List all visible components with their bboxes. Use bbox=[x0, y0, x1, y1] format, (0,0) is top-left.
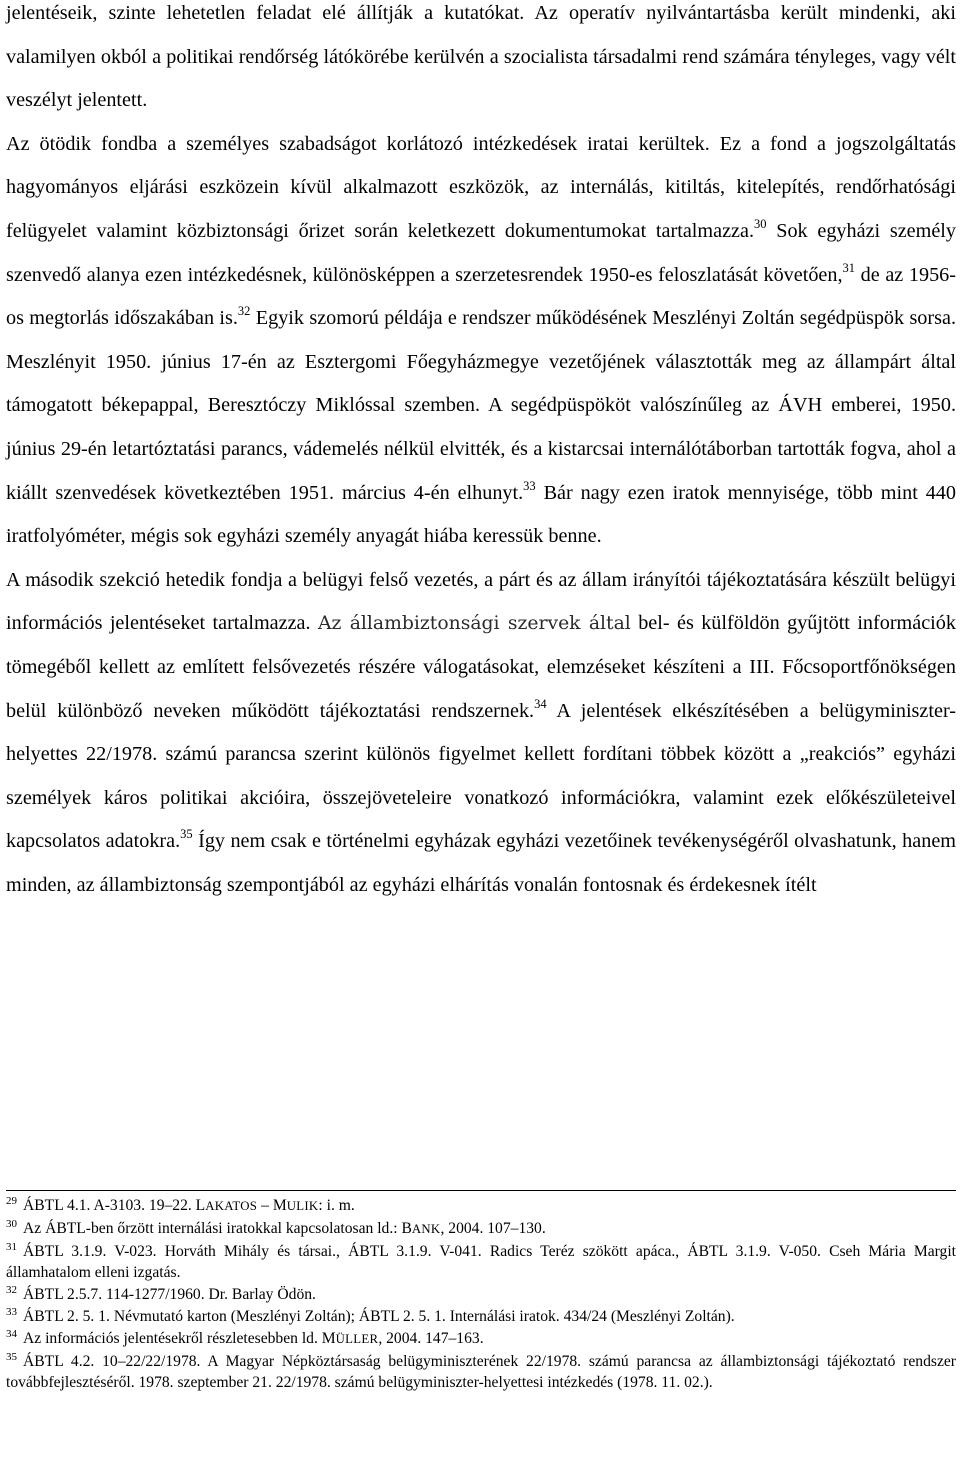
paragraph-1-text-d: de az 1956-os megtorlás időszakában is. bbox=[6, 263, 956, 330]
footnote-number: 30 bbox=[6, 1217, 17, 1230]
paragraph-2-text-c: A jelentések elkészítésében a belügyminiszter-helyettes 22/1978. számú parancsa szerint különös figyelmet kellett fordítani többek között a „reakciós” egyházi személyek káros politikai akcióira, összejöveteleire vonatkozó információkra, valamint ezek előkészületeivel kapcsolatos adatokra. bbox=[6, 699, 956, 853]
footnote-34 bbox=[6, 1328, 956, 1351]
footnote-text: Az információs jelentésekről részletesebben ld. M bbox=[23, 1329, 336, 1347]
footnote-text: ÁBTL 2.5.7. 114-1277/1960. Dr. Barlay Ödön. bbox=[23, 1286, 316, 1304]
paragraph-2 bbox=[6, 559, 956, 908]
paragraph-2-text-a: A második szekció hetedik fondja a belügyi felső vezetés, a párt és az állam irányítói tájékoztatására készült belügyi információs jelentéseket tartalmazza. bbox=[6, 568, 956, 635]
footnote-number: 34 bbox=[6, 1327, 17, 1340]
paragraph-1-text-a: jelentéseik, szinte lehetetlen feladat elé állítják a kutatókat. Az operatív nyilvántartásba került mindenki, aki valamilyen okból a politikai rendőrség látókörébe kerülvén a szocialista társadalmi rend számára tényleges, vagy vélt veszélyt jelentett. bbox=[6, 2, 956, 112]
paragraph-1-text-c: Sok egyházi személy szenvedő alanya ezen intézkedésnek, különösképpen a szerzetesrendek 1950-es feloszlatását követően, bbox=[6, 219, 956, 286]
footnote-text: ÁBTL 3.1.9. V-023. Horváth Mihály és társai., ÁBTL 3.1.9. V-041. Radics Teréz szökött apáca., ÁBTL 3.1.9. V-050. Cseh Mária Margit államhatalom elleni izgatás. bbox=[6, 1242, 956, 1282]
footnote-text: ÁBTL 4.2. 10–22/22/1978. A Magyar Népköztársaság belügyminiszterének 22/1978. számú parancsa az állambiztonsági tájékoztató rendszer továbbfejlesztéséről. 1978. szeptember 21. 22/1978. számú belügyminiszter-helyettesi intézkedés (1978. 11. 02.). bbox=[6, 1352, 956, 1392]
footnote-ref-32[interactable]: 32 bbox=[237, 304, 251, 319]
paragraph-1-text-f: Bár nagy ezen iratok mennyisége, több mint 440 iratfolyóméter, mégis sok egyházi személy anyagát hiába keressük benne. bbox=[6, 481, 956, 548]
footnote-30 bbox=[6, 1218, 956, 1241]
footnote-text: – M bbox=[257, 1197, 287, 1214]
footnote-ref-31[interactable]: 31 bbox=[842, 260, 856, 275]
footnote-smallcaps: ÜLLER bbox=[335, 1331, 379, 1346]
footnote-32 bbox=[6, 1284, 956, 1306]
paragraph-2-text-b: bel- és külföldön gyűjtött információk tömegéből kellett az említett felsővezetés részére válogatásokat, elemzéseket készíteni a III. Főcsoportfőnökségen belül különböző neveken működött tájékoztatási rendszernek. bbox=[6, 612, 956, 722]
footnote-number: 29 bbox=[6, 1195, 17, 1207]
footnotes bbox=[6, 1195, 956, 1394]
paragraph-1-text-e: Egyik szomorú példája e rendszer működésének Meszlényi Zoltán segédpüspök sorsa. Meszlényit 1950. június 17-én az Esztergomi Főegyházmegye vezetőjének választották meg az állampárt által támogatott békepappal, Beresztóczy Miklóssal szemben. A segédpüspököt valószínűleg az ÁVH emberei, 1950. június 29-én letartóztatási parancs, vádemelés nélkül elvitték, és a kistarcsai internálótáborban tartották fogva, ahol a kiállt szenvedések következtében 1951. március 4-én elhunyt. bbox=[6, 307, 956, 504]
footnote-number: 35 bbox=[6, 1350, 17, 1363]
footnote-text: Az ÁBTL-ben őrzött internálási iratokkal kapcsolatosan ld.: B bbox=[23, 1219, 412, 1237]
footnote-text: ÁBTL 4.1. A-3103. 19–22. L bbox=[23, 1197, 206, 1214]
footnote-text: , 2004. 107–130. bbox=[440, 1219, 546, 1237]
footnote-31 bbox=[6, 1241, 956, 1285]
footnote-33 bbox=[6, 1306, 956, 1328]
footnote-text: , 2004. 147–163. bbox=[378, 1329, 484, 1347]
footnote-ref-30[interactable]: 30 bbox=[754, 216, 767, 231]
footnote-ref-35[interactable]: 35 bbox=[180, 827, 193, 842]
footnote-number: 32 bbox=[6, 1284, 17, 1297]
footnote-ref-34[interactable]: 34 bbox=[534, 696, 547, 711]
footnote-29 bbox=[6, 1195, 956, 1218]
paragraph-1-text-b: Az ötödik fondba a személyes szabadságot korlátozó intézkedések iratai kerültek. Ez a fond a jogszolgáltatás hagyományos eljárási eszközein kívül alkalmazott eszközök, az internálás, kitiltás, kitelepítés, rendőrhatósági felügyelet valamint közbiztonsági őrizet során keletkezett dokumentumokat tartalmazza. bbox=[6, 132, 956, 242]
footnote-separator bbox=[6, 1190, 956, 1191]
footnote-smallcaps: ULIK bbox=[286, 1199, 319, 1213]
footnote-smallcaps: ANK bbox=[411, 1221, 441, 1236]
footnote-number: 33 bbox=[6, 1305, 17, 1318]
paragraph-2-text-d: Így nem csak e történelmi egyházak egyházi vezetőinek tevékenységéről olvashatunk, hanem minden, az állambiztonság szempontjából az egyházi elhárítás vonalán fontosnak és érdekesnek ítélt bbox=[6, 830, 956, 896]
footnote-ref-33[interactable]: 33 bbox=[523, 478, 536, 493]
paragraph-1 bbox=[6, 0, 956, 559]
footnote-35 bbox=[6, 1351, 956, 1395]
main-text bbox=[6, 0, 956, 907]
footnote-smallcaps: AKATOS bbox=[205, 1199, 258, 1213]
paragraph-2-gray-text: Az állambiztonsági szervek által bbox=[317, 613, 631, 635]
footnote-number: 31 bbox=[6, 1240, 17, 1253]
footnote-text: ÁBTL 2. 5. 1. Névmutató karton (Meszlényi Zoltán); ÁBTL 2. 5. 1. Internálási iratok. 434/24 (Meszlényi Zoltán). bbox=[23, 1307, 735, 1325]
footnote-text: : i. m. bbox=[318, 1197, 355, 1214]
